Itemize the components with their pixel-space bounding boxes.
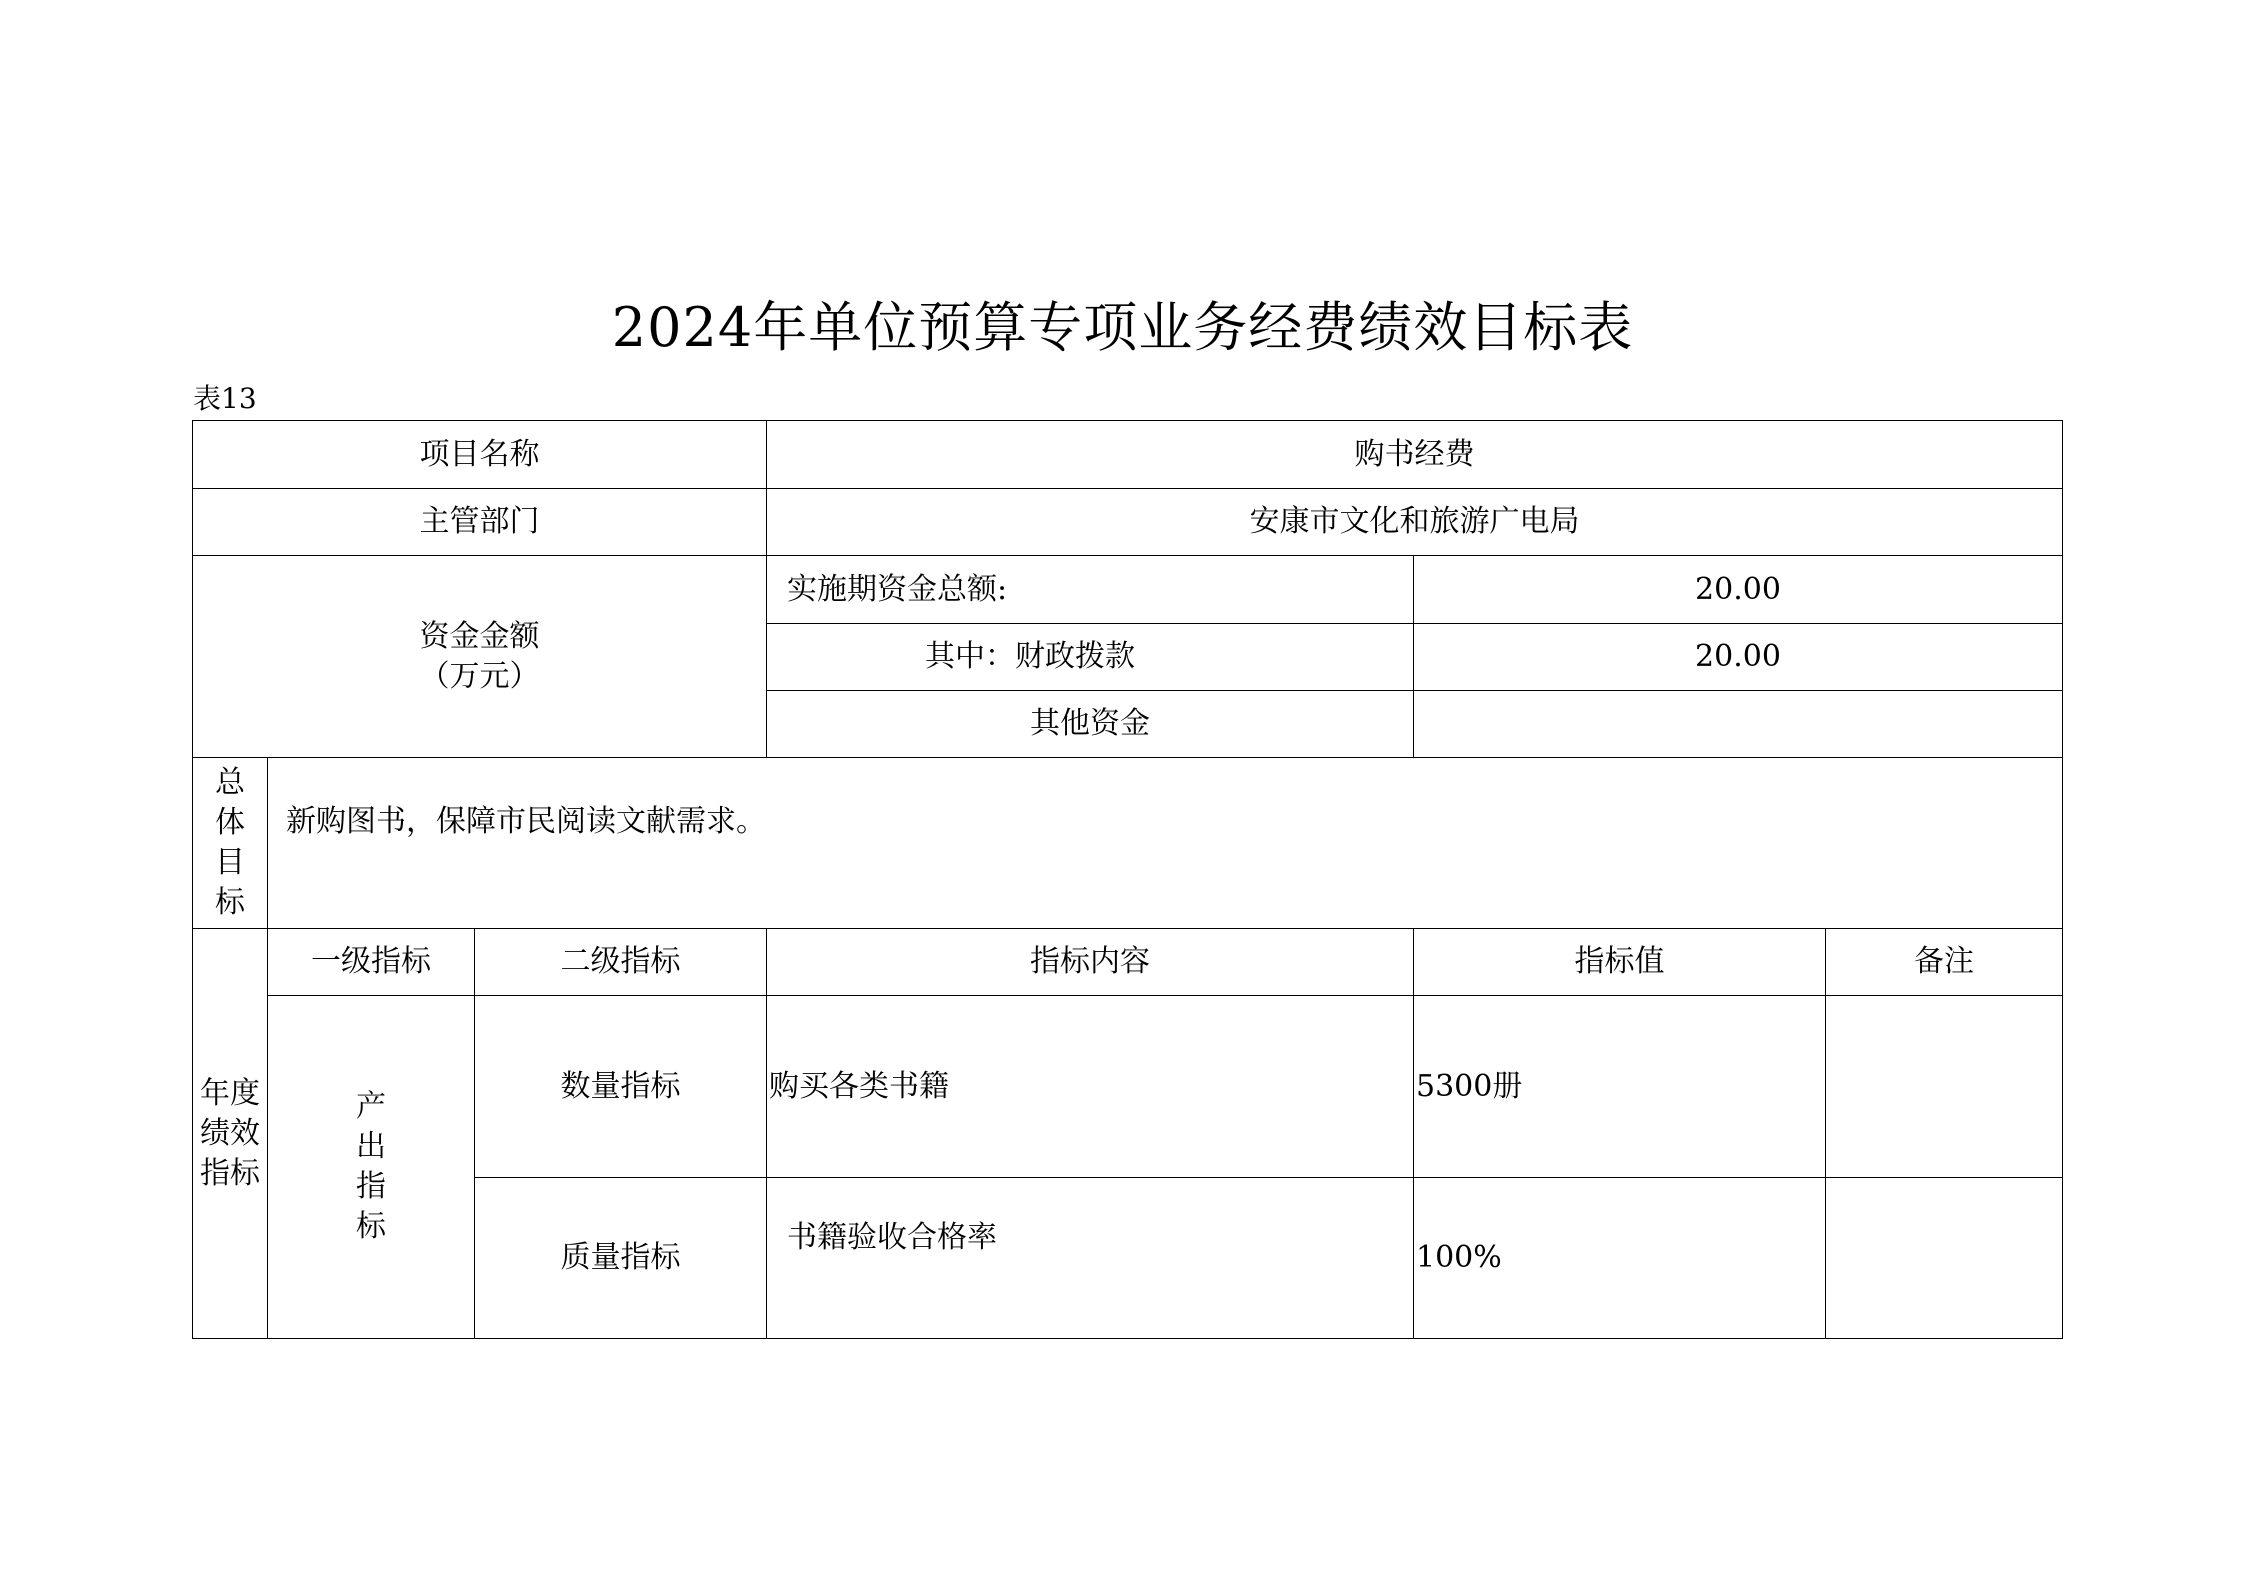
header-content: 指标内容 [766, 928, 1413, 995]
overall-goal-label [192, 757, 267, 928]
project-name-value: 购书经费 [766, 420, 2063, 488]
table-row-quantity-content: 购买各类书籍 [766, 995, 1413, 1177]
overall-goal-label-text: 总体目标 [215, 765, 245, 920]
annual-indicators-label [192, 928, 267, 1339]
funds-label [192, 555, 766, 757]
fiscal-funds-label: 其中：财政拨款 [766, 623, 1413, 690]
overall-goal-text: 新购图书，保障市民阅读文献需求。 [267, 757, 2063, 928]
department-label: 主管部门 [192, 488, 766, 555]
funds-label-line2: （万元） [419, 658, 540, 694]
performance-table [192, 420, 2063, 1339]
table-row-quantity-value: 5300册 [1413, 995, 1825, 1177]
table-row-quantity-note [1825, 995, 2063, 1177]
table-row-quality-note [1825, 1177, 2063, 1339]
header-level2: 二级指标 [474, 928, 766, 995]
fiscal-funds-value: 20.00 [1413, 623, 2063, 690]
level1-output-indicator-text: 产出指标 [356, 1089, 386, 1244]
header-value: 指标值 [1413, 928, 1825, 995]
project-name-label: 项目名称 [192, 420, 766, 488]
annual-indicators-label-text: 年度绩效指标 [200, 1075, 260, 1191]
level1-output-indicator [267, 995, 474, 1339]
header-note: 备注 [1825, 928, 2063, 995]
page-title: 2024年单位预算专项业务经费绩效目标表 [611, 296, 1634, 359]
department-value: 安康市文化和旅游广电局 [766, 488, 2063, 555]
table-row-quality-level2: 质量指标 [474, 1177, 766, 1339]
other-funds-label: 其他资金 [766, 690, 1413, 757]
other-funds-value [1413, 690, 2063, 757]
table-row-quality-content: 书籍验收合格率 [766, 1177, 1413, 1339]
funds-label-line1: 资金金额 [419, 618, 540, 654]
total-funds-value: 20.00 [1413, 555, 2063, 623]
header-level1: 一级指标 [267, 928, 474, 995]
table-row-quality-value: 100% [1413, 1177, 1825, 1339]
total-funds-label: 实施期资金总额: [766, 555, 1413, 623]
table-number: 表13 [193, 382, 257, 415]
table-row-quantity-level2: 数量指标 [474, 995, 766, 1177]
